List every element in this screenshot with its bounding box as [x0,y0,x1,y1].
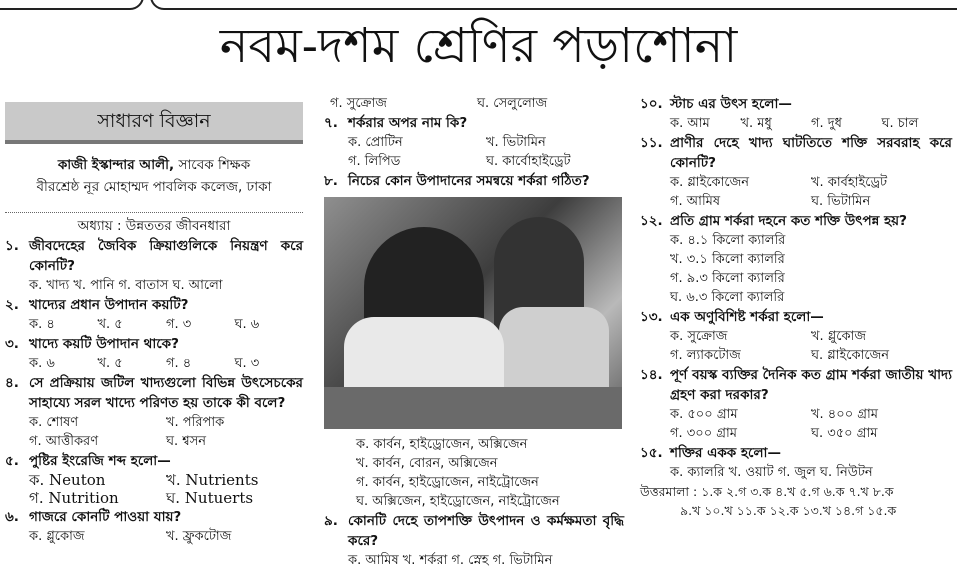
question-14-options: ক. ৫০০ গ্রাম খ. ৪০০ গ্রাম গ. ৩০০ গ্রাম ঘ. ৩৫০ গ্রাম [670,407,879,441]
masthead-title: নবম-দশম শ্রেণির পড়াশোনা [219,18,738,74]
question-11-options: ক. গ্লাইকোজেন খ. কার্বহাইড্রেট গ. আমিষ ঘ. ভিটামিন [670,175,888,209]
question-5: ৫. পুষ্টির ইংরেজি শব্দ হলো— [5,453,171,469]
question-6-options: ক. গ্লুকোজ খ. ফ্রুকটোজ [29,529,232,544]
question-8-option-c: গ. কার্বন, হাইড্রোজেন, নাইট্রোজেন [356,475,539,490]
column-1 [5,96,303,546]
question-9: ৯. কোনটি দেহে তাপশক্তি উৎপাদন ও কর্মক্ষমতা বৃদ্ধি করে? [324,513,624,549]
top-frame [0,0,957,6]
question-3-options: ক. ৬ খ. ৫ গ. ৪ ঘ. ৩ [29,356,260,371]
question-8-option-d: ঘ. অক্সিজেন, হাইড্রোজেন, নাইট্রোজেন [356,494,560,509]
question-10: ১০. স্টাচ এর উৎস হলো— [640,96,792,112]
question-13-options: ক. সুক্রোজ খ. গ্লুকোজ গ. ল্যাকটোজ ঘ. গ্লাইকোজেন [670,329,889,363]
question-3: ৩. খাদ্যে কয়টি উপাদান থাকে? [5,336,179,352]
answer-key-line-1: উত্তরমালা : ১.ক ২.গ ৩.ক ৪.খ ৫.গ ৬.ক ৭.খ ৮.ক [640,484,894,499]
question-6-options-cont: গ. সুক্রোজ ঘ. সেলুলোজ [330,96,548,111]
question-10-options: ক. আম খ. মধু গ. দুধ ঘ. চাল [670,116,919,131]
question-2: ২. খাদ্যের প্রধান উপাদান কয়টি? [5,297,189,313]
question-7: ৭. শর্করার অপর নাম কি? [324,115,468,131]
question-12-option-b: খ. ৩.১ কিলো ক্যালরি [670,252,785,267]
question-8-option-a: ক. কার্বন, হাইড্রোজেন, অক্সিজেন [356,437,528,452]
question-4-options: ক. শোষণ খ. পরিপাক গ. আত্তীকরণ ঘ. শ্বসন [29,415,225,449]
author-role: সাবেক শিক্ষক [174,157,251,173]
question-12-option-d: ঘ. ৬.৩ কিলো ক্যালরি [670,290,785,305]
question-11: ১১. প্রাণীর দেহে খাদ্য ঘাটতিতে শক্তি সরবরাহ করে কোনটি? [640,135,952,171]
question-1: ১. জীবদেহের জৈবিক ক্রিয়াগুলিকে নিয়ন্ত্রণ করে কোনটি? [5,238,303,274]
subject-banner: সাধারণ বিজ্ঞান [5,102,303,144]
top-frame-right [150,0,957,10]
question-12-option-a: ক. ৪.১ কিলো ক্যালরি [670,233,786,248]
question-2-options: ক. ৪ খ. ৫ গ. ৩ ঘ. ৬ [29,317,260,332]
question-8: ৮. নিচের কোন উপাদানের সমন্বয়ে শর্করা গঠিত? [324,173,590,189]
chapter-title: অধ্যায় : উন্নততর জীবনধারা [77,218,231,234]
question-8-option-b: খ. কার্বন, বোরন, অক্সিজেন [356,456,498,471]
question-4: ৪. সে প্রক্রিয়ায় জটিল খাদ্যগুলো বিভিন্ন উৎসেচকের সাহায্যে সরল খাদ্যে পরিণত হয় তাকে কী বলে? [5,375,303,411]
question-13: ১৩. এক অণুবিশিষ্ট শর্করা হলো— [640,309,824,325]
author-institution: বীরশ্রেষ্ঠ নূর মোহাম্মদ পাবলিক কলেজ, ঢাকা [36,179,272,195]
question-9-options: ক. আমিষ খ. শর্করা গ. স্নেহ গ. ভিটামিন [348,553,553,568]
author-block [5,154,303,198]
question-15: ১৫. শক্তির একক হলো— [640,445,781,461]
question-15-options: ক. ক্যালরি খ. ওয়াট গ. জুল ঘ. নিউটন [670,465,873,480]
top-frame-left [0,0,144,10]
divider [5,212,303,213]
question-7-options: ক. প্রোটিন খ. ভিটামিন গ. লিপিড ঘ. কার্বোহাইড্রেট [348,135,571,169]
question-5-options: ক. Neuton খ. Nutrients গ. Nutrition ঘ. Nutuerts [29,471,259,507]
question-12: ১২. প্রতি গ্রাম শর্করা দহনে কত শক্তি উৎপন্ন হয়? [640,213,907,229]
question-12-option-c: গ. ৯.৩ কিলো ক্যালরি [670,271,785,286]
column-3 [640,94,952,520]
answer-key-line-2: ৯.খ ১০.খ ১১.ক ১২.ক ১৩.খ ১৪.গ ১৫.ক [680,503,897,518]
question-1-options: ক. খাদ্য খ. পানি গ. বাতাস ঘ. আলো [29,278,223,293]
author-name: কাজী ইস্কান্দার আলী, [57,157,175,173]
question-6: ৬. গাজরে কোনটি পাওয়া যায়? [5,509,182,525]
column-2 [324,94,624,570]
students-photo [324,197,622,429]
question-14: ১৪. পূর্ণ বয়স্ক ব্যক্তির দৈনিক কত গ্রাম শর্করা জাতীয় খাদ্য গ্রহণ করা দরকার? [640,367,952,403]
